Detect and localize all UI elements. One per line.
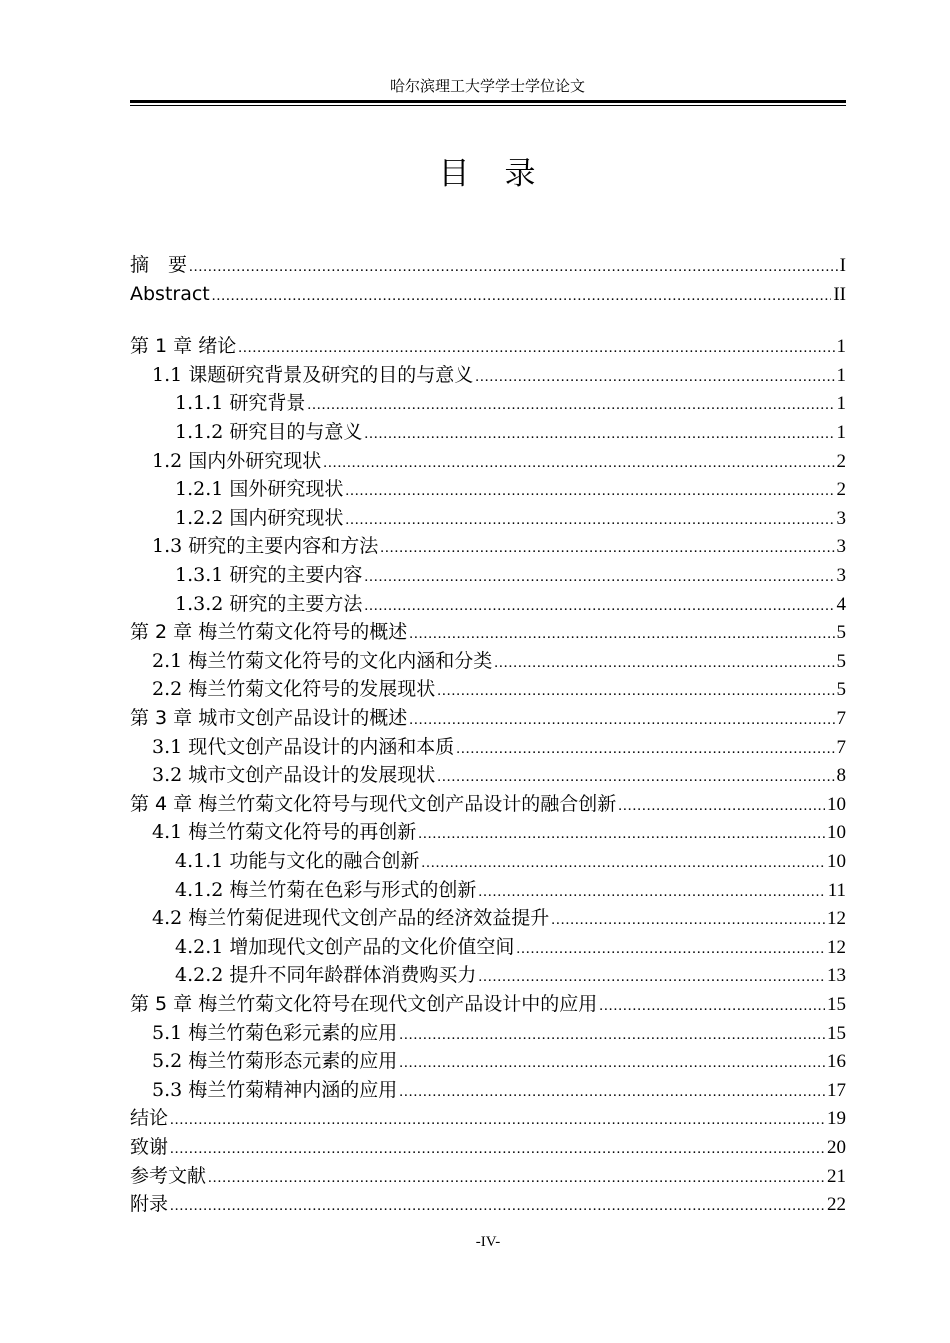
header-rule-thin (130, 105, 846, 106)
toc-entry-title: 1.2 国内外研究现状 (152, 449, 322, 472)
toc-entry[interactable] (130, 332, 846, 360)
toc-entry-title: 5.1 梅兰竹菊色彩元素的应用 (152, 1021, 398, 1044)
toc-leader-dots (618, 792, 825, 820)
toc-entry-page: 15 (827, 1022, 846, 1044)
toc-entry-title: 1.2.1 国外研究现状 (175, 478, 344, 501)
toc-entry-title: 3.2 城市文创产品设计的发展现状 (152, 764, 436, 787)
toc-entry[interactable] (130, 418, 846, 446)
toc-entry-title: 2.1 梅兰竹菊文化符号的文化内涵和分类 (152, 649, 493, 672)
toc-entry[interactable] (130, 818, 846, 846)
header-rule-thick (130, 100, 846, 103)
toc-entry-title: 1.2.2 国内研究现状 (175, 506, 344, 529)
toc-entry-title: 4.1 梅兰竹菊文化符号的再创新 (152, 821, 417, 844)
toc-leader-dots (399, 1078, 825, 1106)
toc-entry-title: 致谢 (130, 1136, 169, 1158)
toc-entry-page: I (839, 255, 846, 276)
toc-leader-dots (399, 1021, 825, 1049)
toc-entry-title: 结论 (130, 1107, 169, 1130)
toc-entry-page: 3 (836, 507, 846, 529)
toc-leader-dots (323, 449, 834, 477)
toc-entry[interactable] (130, 847, 846, 875)
toc-entry-title: 4.2 梅兰竹菊促进现代文创产品的经济效益提升 (152, 907, 550, 930)
toc-entry-title: 第 4 章 梅兰竹菊文化符号与现代文创产品设计的融合创新 (130, 792, 617, 815)
toc-leader-dots (599, 992, 825, 1020)
toc-entry-title: Abstract (130, 282, 210, 305)
toc-entry[interactable] (130, 1047, 846, 1075)
toc-leader-dots (478, 878, 825, 906)
toc-entry[interactable] (130, 504, 846, 532)
toc-leader-dots (475, 363, 834, 391)
toc-entry-page: 1 (836, 393, 846, 415)
toc-entry[interactable] (130, 1019, 846, 1047)
toc-entry-page: 19 (827, 1108, 846, 1130)
toc-leader-dots (399, 1049, 825, 1077)
toc-leader-dots (494, 649, 834, 677)
toc-entry-page: 10 (827, 851, 846, 872)
toc-entry-page: 1 (836, 422, 846, 443)
toc-entry-page: 22 (827, 1194, 846, 1216)
toc-entry-title: 1.3.2 研究的主要方法 (175, 592, 363, 615)
toc-entry-page: 17 (827, 1079, 846, 1101)
toc-entry-page: 7 (836, 708, 846, 729)
toc-leader-dots (170, 1135, 825, 1163)
toc-entry-title: 第 5 章 梅兰竹菊文化符号在现代文创产品设计中的应用 (130, 993, 598, 1015)
toc-entry-page: 8 (836, 765, 846, 787)
toc-entry-title: 第 2 章 梅兰竹菊文化符号的概述 (130, 621, 408, 644)
toc-entry-page: 12 (827, 936, 846, 958)
toc-entry-page: 1 (836, 336, 846, 358)
toc-leader-dots (478, 963, 825, 991)
toc-leader-dots (456, 735, 834, 763)
toc-entry[interactable] (130, 280, 846, 308)
toc-leader-dots (418, 820, 825, 848)
toc-entry-title: 1.1 课题研究背景及研究的目的与意义 (152, 363, 474, 386)
toc-entry-page: 20 (827, 1137, 846, 1158)
toc-entry-page: II (833, 283, 846, 305)
toc-leader-dots (516, 935, 825, 963)
toc-entry[interactable] (130, 618, 846, 646)
toc-leader-dots (409, 620, 834, 648)
toc-entry-page: 21 (827, 1165, 846, 1187)
toc-entry[interactable] (130, 389, 846, 417)
toc-entry[interactable] (130, 961, 846, 989)
toc-entry-page: 16 (827, 1051, 846, 1073)
toc-entry[interactable] (130, 647, 846, 675)
page-number: -IV- (475, 1234, 501, 1250)
toc-entry[interactable] (130, 876, 846, 904)
toc-entry-page: 12 (827, 908, 846, 930)
toc-entry-page: 5 (836, 679, 846, 701)
toc-leader-dots (421, 849, 825, 877)
toc-entry-title: 5.2 梅兰竹菊形态元素的应用 (152, 1050, 398, 1073)
toc-entry[interactable] (130, 704, 846, 732)
toc-entry-title: 第 1 章 绪论 (130, 335, 237, 358)
toc-entry[interactable] (130, 675, 846, 703)
toc-entry-page: 4 (836, 593, 846, 615)
toc-leader-dots (380, 534, 834, 562)
toc-entry-title: 4.1.2 梅兰竹菊在色彩与形式的创新 (175, 878, 477, 901)
toc-entry-title: 第 3 章 城市文创产品设计的概述 (130, 707, 408, 729)
toc-entry-title: 1.3.1 研究的主要内容 (175, 564, 363, 586)
toc-entry-page: 13 (827, 965, 846, 987)
toc-leader-dots (364, 592, 834, 620)
running-header: 哈尔滨理工大学学士学位论文 (389, 77, 585, 95)
toc-entry[interactable] (130, 1162, 846, 1190)
toc-entry[interactable] (130, 1076, 846, 1104)
toc-entry[interactable] (130, 761, 846, 789)
toc-leader-dots (238, 334, 834, 362)
toc-leader-dots (345, 506, 834, 534)
toc-entry-page: 5 (836, 650, 846, 672)
toc-entry-title: 2.2 梅兰竹菊文化符号的发展现状 (152, 678, 436, 701)
toc-entry[interactable] (130, 361, 846, 389)
toc-entry-page: 11 (827, 879, 846, 901)
toc-entry-page: 1 (836, 364, 846, 386)
toc-entry-page: 2 (836, 450, 846, 472)
toc-leader-dots (551, 906, 825, 934)
toc-entry[interactable] (130, 1133, 846, 1161)
toc-entry-title: 参考文献 (130, 1164, 207, 1187)
toc-entry[interactable] (130, 990, 846, 1018)
toc-entry-page: 15 (827, 994, 846, 1015)
toc-entry-page: 3 (836, 536, 846, 558)
toc-entry-title: 4.1.1 功能与文化的融合创新 (175, 850, 420, 872)
toc-entry-title: 1.1.2 研究目的与意义 (175, 421, 363, 443)
toc-entry-page: 7 (836, 736, 846, 758)
toc-leader-dots (170, 1192, 825, 1220)
toc-entry-title: 4.2.1 增加现代文创产品的文化价值空间 (175, 935, 515, 958)
toc-entry[interactable] (130, 733, 846, 761)
toc-entry-page: 3 (836, 565, 846, 586)
page-title: 目 录 (438, 156, 538, 192)
toc-entry-page: 5 (836, 622, 846, 644)
toc-leader-dots (437, 677, 834, 705)
toc-entry-title: 1.1.1 研究背景 (175, 392, 306, 415)
toc-leader-dots (189, 253, 838, 281)
toc-leader-dots (212, 282, 832, 310)
toc-leader-dots (409, 706, 834, 734)
toc-entry[interactable] (130, 561, 846, 589)
toc-entry-title: 摘 要 (130, 254, 188, 276)
toc-entry[interactable] (130, 790, 846, 818)
toc-entry-title: 4.2.2 提升不同年龄群体消费购买力 (175, 964, 477, 987)
toc-entry[interactable] (130, 447, 846, 475)
toc-entry[interactable] (130, 251, 846, 279)
toc-entry[interactable] (130, 904, 846, 932)
toc-entry[interactable] (130, 1104, 846, 1132)
toc-leader-dots (208, 1164, 825, 1192)
toc-entry[interactable] (130, 532, 846, 560)
toc-entry[interactable] (130, 933, 846, 961)
toc-leader-dots (307, 391, 834, 419)
toc-entry-page: 2 (836, 479, 846, 501)
toc-leader-dots (364, 563, 834, 591)
toc-entry-page: 10 (827, 793, 846, 815)
toc-entry[interactable] (130, 1190, 846, 1218)
toc-entry-title: 3.1 现代文创产品设计的内涵和本质 (152, 735, 455, 758)
toc-entry[interactable] (130, 475, 846, 503)
toc-leader-dots (170, 1106, 825, 1134)
toc-entry-title: 附录 (130, 1193, 169, 1216)
toc-entry-page: 10 (827, 822, 846, 844)
toc-entry-title: 5.3 梅兰竹菊精神内涵的应用 (152, 1078, 398, 1101)
toc-leader-dots (364, 420, 834, 448)
toc-entry-title: 1.3 研究的主要内容和方法 (152, 535, 379, 558)
toc-leader-dots (345, 477, 834, 505)
toc-entry[interactable] (130, 590, 846, 618)
toc-leader-dots (437, 763, 834, 791)
